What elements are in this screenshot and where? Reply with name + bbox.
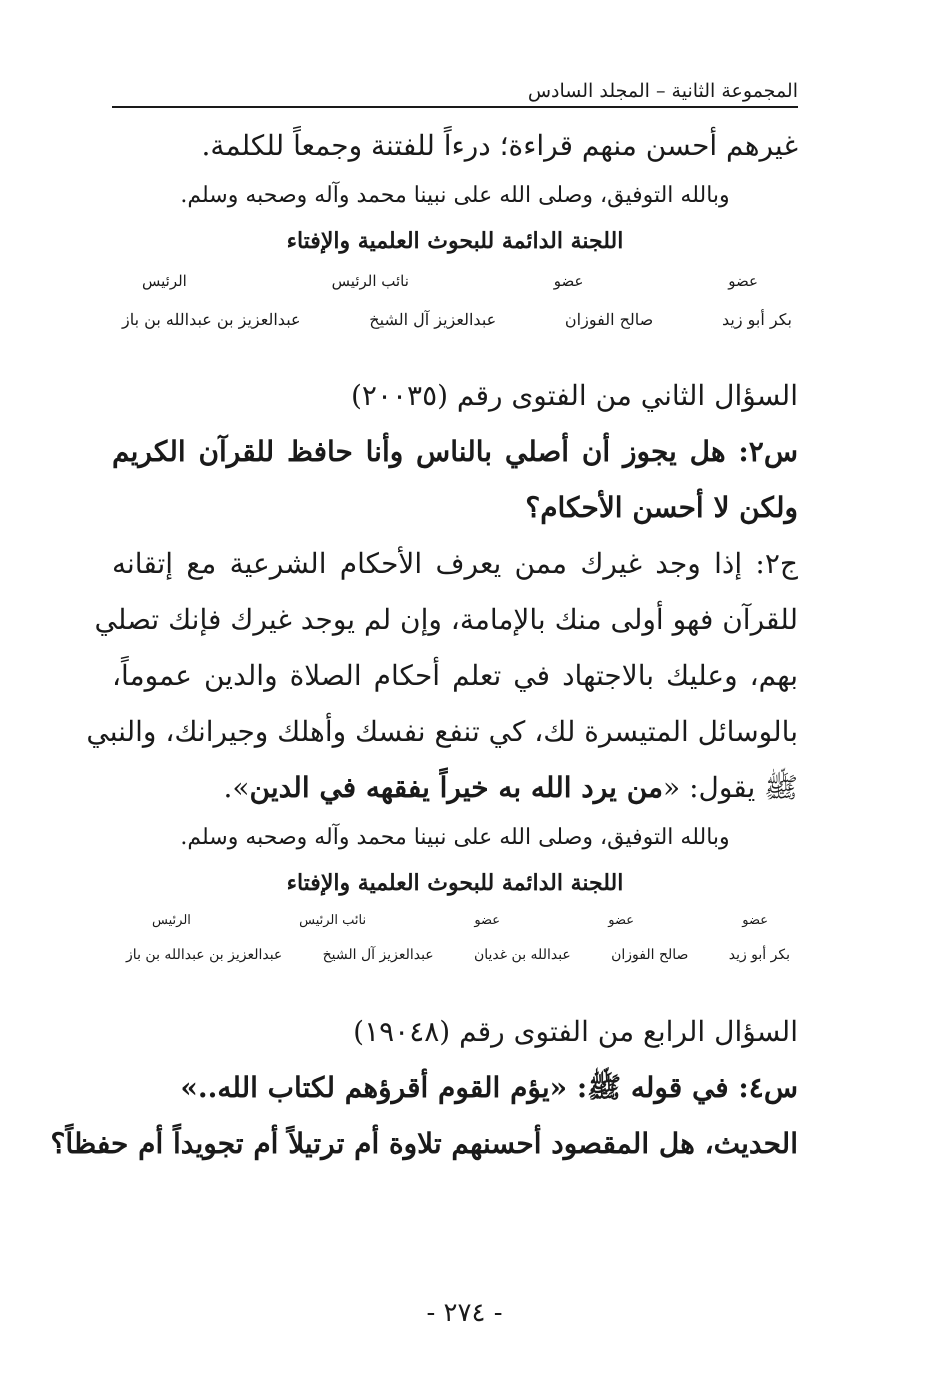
question-text-line: ولكن لا أحسن الأحكام؟: [525, 491, 798, 524]
closing-formula: وبالله التوفيق، وصلى الله على نبينا محمد وآله وصحبه وسلم.: [180, 183, 730, 208]
signatory-title: عضو: [742, 913, 768, 928]
signatory-title: نائب الرئيس: [299, 913, 367, 928]
signatory-name: عبدالعزيز بن عبدالله بن باز: [126, 947, 283, 963]
page-number: - ٢٧٤ -: [426, 1298, 503, 1328]
signatory-name: بكر أبو زيد: [721, 310, 792, 329]
answer-text-line: للقرآن فهو أولى منك بالإمامة، وإن لم يوجد غيرك فإنك تصلي: [94, 603, 798, 636]
signatory-name: عبدالله بن غديان: [473, 947, 571, 963]
committee-name: اللجنة الدائمة للبحوث العلمية والإفتاء: [286, 870, 624, 896]
signatory-title: عضو: [608, 913, 635, 928]
question-heading: السؤال الرابع من الفتوى رقم (١٩٠٤٨): [353, 1015, 798, 1048]
question-text-line: الحديث، هل المقصود أحسنهم تلاوة أم ترتيلاً أم تجويداً أم حفظاً؟: [50, 1127, 798, 1160]
signatory-title: الرئيس: [152, 913, 191, 928]
running-header: [112, 72, 798, 108]
signatory-title: عضو: [728, 272, 758, 290]
answer-prefix: ﷺ يقول: «: [663, 771, 798, 804]
signatory-title: نائب الرئيس: [331, 272, 409, 290]
signatory-names: [112, 936, 798, 974]
answer-text-line: [112, 760, 798, 816]
signatory-title: عضو: [553, 272, 584, 290]
running-title: المجموعة الثانية – المجلد السادس: [527, 80, 798, 102]
signatory-title: الرئيس: [142, 272, 187, 290]
closing-formula: وبالله التوفيق، وصلى الله على نبينا محمد وآله وصحبه وسلم.: [180, 825, 730, 850]
signatory-titles: [112, 906, 798, 936]
signatory-name: عبدالعزيز آل الشيخ: [369, 310, 497, 329]
signatory-title: عضو: [474, 913, 501, 928]
page-body: [50, 118, 798, 1172]
hadith-quote: من يرد الله به خيراً يفقهه في الدين: [249, 771, 664, 804]
previous-fatwa-tail: غيرهم أحسن منهم قراءة؛ درءاً للفتنة وجمعاً للكلمة.: [201, 129, 798, 162]
question-text-line: س٢: هل يجوز أن أصلي بالناس وأنا حافظ للقرآن الكريم: [112, 435, 798, 468]
committee-name: اللجنة الدائمة للبحوث العلمية والإفتاء: [286, 228, 624, 254]
signatory-name: صالح الفوزان: [611, 947, 689, 963]
question-text-line: س٤: في قوله ﷺ: «يؤم القوم أقرؤهم لكتاب الله..»: [180, 1071, 798, 1104]
question-heading: السؤال الثاني من الفتوى رقم (٢٠٠٣٥): [350, 379, 798, 412]
answer-text-line: بهم، وعليك بالاجتهاد في تعلم أحكام الصلاة والدين عموماً،: [112, 659, 798, 692]
signatory-name: صالح الفوزان: [564, 310, 654, 329]
signatory-name: عبدالعزيز آل الشيخ: [322, 947, 434, 963]
signatory-titles: [112, 264, 798, 298]
signatory-name: عبدالعزيز بن عبدالله بن باز: [122, 310, 301, 329]
answer-text-line: بالوسائل المتيسرة لك، كي تنفع نفسك وأهلك وجيرانك، والنبي: [86, 715, 798, 748]
answer-text-line: ج٢: إذا وجد غيرك ممن يعرف الأحكام الشرعية مع إتقانه: [112, 547, 798, 580]
signatory-names: [112, 298, 798, 342]
answer-suffix: ».: [223, 771, 250, 804]
signatory-name: بكر أبو زيد: [728, 947, 790, 963]
